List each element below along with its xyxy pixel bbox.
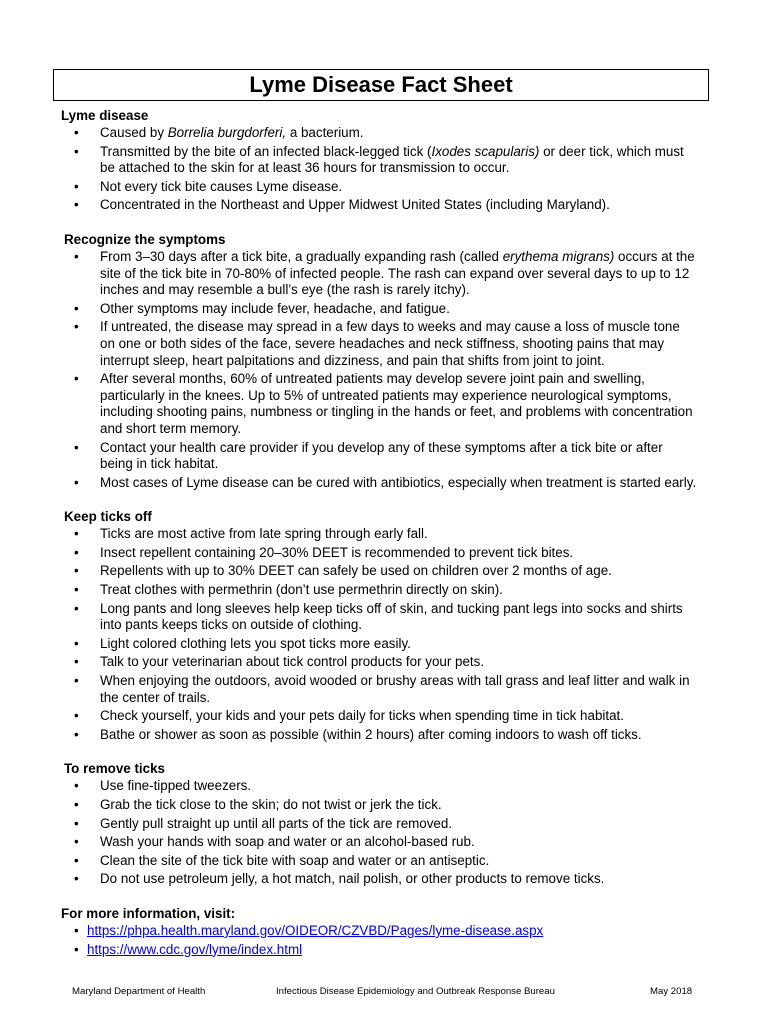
link-item xyxy=(0,942,768,959)
link-item xyxy=(0,923,768,940)
list-item xyxy=(0,601,768,634)
list-item xyxy=(0,673,768,706)
bullet-icon: • xyxy=(74,319,79,335)
item-text: Grab the tick close to the skin; do not twist or jerk the tick. xyxy=(100,797,442,812)
italic-term: Borrelia burgdorferi, xyxy=(167,125,287,140)
list-item xyxy=(0,853,768,870)
bullet-list xyxy=(0,526,768,743)
section-heading: Lyme disease xyxy=(61,108,149,123)
item-text: Insect repellent containing 20–30% DEET is recommended to prevent tick bites. xyxy=(100,544,574,560)
bullet-list xyxy=(0,125,768,214)
item-text: Gently pull straight up until all parts of the tick are removed. xyxy=(100,815,453,831)
list-item xyxy=(0,319,768,369)
bullet-icon: • xyxy=(74,582,79,598)
bullet-icon: • xyxy=(74,300,79,316)
sections-container xyxy=(0,107,768,888)
bullet-icon: • xyxy=(74,526,79,542)
bullet-icon: • xyxy=(74,797,79,812)
list-item xyxy=(0,816,768,833)
cdc-lyme-link[interactable]: https://www.cdc.gov/lyme/index.html xyxy=(87,941,303,957)
bullet-icon: • xyxy=(74,778,79,794)
item-text: Repellents with up to 30% DEET can safely be used on children over 2 months of age. xyxy=(100,563,612,579)
section-heading: Recognize the symptoms xyxy=(64,231,226,247)
bullet-icon: • xyxy=(74,635,79,651)
bullet-icon: • xyxy=(74,815,79,831)
italic-term: erythema migrans) xyxy=(502,248,615,264)
item-text: Long pants and long sleeves help keep ticks off of skin, and tucking pant legs into socks and shirts into pants keeps ticks on outside of clothing. xyxy=(100,600,683,633)
list-item xyxy=(0,371,768,437)
bullet-icon: • xyxy=(74,600,79,616)
bullet-icon: • xyxy=(74,248,79,264)
item-text: Concentrated in the Northeast and Upper Midwest United States (including Maryland). xyxy=(100,197,610,213)
bullet-icon: • xyxy=(74,439,79,455)
footer-organization: Maryland Department of Health xyxy=(72,986,206,997)
item-text: Ticks are most active from late spring through early fall. xyxy=(100,526,428,542)
more-info-heading: For more information, visit: xyxy=(61,905,236,921)
list-item xyxy=(0,654,768,671)
bullet-icon: • xyxy=(74,871,79,887)
item-text: occurs at the site of the tick bite in 70-80% of infected people. The rash can expand over several days to up to 12 inches and may resemble a bull’s eye (the rash is rarely itchy). xyxy=(100,248,695,298)
item-text: a bacterium. xyxy=(286,125,364,140)
footer-date: May 2018 xyxy=(650,986,693,997)
section xyxy=(0,508,768,743)
bullet-icon: • xyxy=(74,834,79,850)
list-item xyxy=(0,834,768,851)
bullet-icon: • xyxy=(74,544,79,560)
bullet-icon: • xyxy=(74,474,79,490)
section-heading: Keep ticks off xyxy=(64,509,152,525)
item-text: Talk to your veterinarian about tick control products for your pets. xyxy=(100,654,485,670)
section xyxy=(0,231,768,491)
bullet-icon: • xyxy=(74,125,79,140)
item-text: Light colored clothing lets you spot ticks more easily. xyxy=(100,635,411,651)
bullet-list xyxy=(0,778,768,888)
list-item xyxy=(0,179,768,196)
list-item xyxy=(0,440,768,473)
maryland-lyme-link[interactable]: https://phpa.health.maryland.gov/OIDEOR/CZVBD/Pages/lyme-disease.aspx xyxy=(87,922,544,938)
bullet-icon: • xyxy=(74,371,79,387)
item-text: Transmitted by the bite of an infected black-legged tick ( xyxy=(100,143,432,159)
page-title: Lyme Disease Fact Sheet xyxy=(53,69,709,101)
list-item xyxy=(0,727,768,744)
item-text: Use fine-tipped tweezers. xyxy=(100,778,252,794)
link-list xyxy=(0,923,768,958)
list-item xyxy=(0,301,768,318)
item-text: Wash your hands with soap and water or an alcohol-based rub. xyxy=(100,834,475,850)
item-text: If untreated, the disease may spread in a few days to weeks and may cause a loss of muscle tone on one or both sides of the face, severe headaches and neck stiffness, shooting pains that may interrupt sleep, heart palpitations and dizziness, and pain that shifts from joint to joint. xyxy=(100,319,680,368)
item-text: Do not use petroleum jelly, a hot match, nail polish, or other products to remove ticks. xyxy=(100,871,605,887)
list-item xyxy=(0,778,768,795)
item-text: Caused by xyxy=(100,125,168,140)
bullet-icon: • xyxy=(74,673,79,689)
list-item xyxy=(0,545,768,562)
list-item xyxy=(0,708,768,725)
bullet-icon: • xyxy=(74,708,79,724)
footer-bureau: Infectious Disease Epidemiology and Outbreak Response Bureau xyxy=(276,986,555,997)
list-item xyxy=(0,475,768,492)
list-item xyxy=(0,197,768,214)
item-text: Treat clothes with permethrin (don’t use permethrin directly on skin). xyxy=(100,582,503,598)
section xyxy=(0,107,768,214)
bullet-icon: • xyxy=(74,563,79,579)
italic-term: Ixodes scapularis) xyxy=(431,143,540,159)
section xyxy=(0,760,768,888)
list-item xyxy=(0,582,768,599)
item-text: When enjoying the outdoors, avoid wooded or brushy areas with tall grass and leaf litter and walk in the center of trails. xyxy=(100,673,690,705)
bullet-list xyxy=(0,249,768,491)
list-item xyxy=(0,125,768,142)
list-item xyxy=(0,871,768,888)
bullet-icon: • xyxy=(74,654,79,670)
item-text: Not every tick bite causes Lyme disease. xyxy=(100,178,343,194)
bullet-icon: • xyxy=(74,852,79,868)
bullet-icon: • xyxy=(74,143,79,159)
item-text: or deer tick, which must be attached to the skin for at least 36 hours for transmission to occur. xyxy=(100,143,684,176)
more-info-section xyxy=(0,905,768,958)
item-text: Other symptoms may include fever, headache, and fatigue. xyxy=(100,300,450,316)
item-text: Check yourself, your kids and your pets daily for ticks when spending time in tick habitat. xyxy=(100,708,624,724)
list-item xyxy=(0,636,768,653)
item-text: Contact your health care provider if you develop any of these symptoms after a tick bite or after being in tick habitat. xyxy=(100,439,663,472)
item-text: From 3–30 days after a tick bite, a gradually expanding rash (called xyxy=(100,248,503,264)
item-text: After several months, 60% of untreated patients may develop severe joint pain and swelling, particularly in the knees. Up to 5% of untreated patients may experience neurological symptoms, including shooting pains, numbness or tingling in the hands or feet, and problems with concentration and short term memory. xyxy=(100,371,693,436)
list-item xyxy=(0,797,768,814)
list-item xyxy=(0,563,768,580)
item-text: Clean the site of the tick bite with soap and water or an antiseptic. xyxy=(100,852,490,868)
list-item xyxy=(0,144,768,177)
list-item xyxy=(0,249,768,299)
bullet-icon: • xyxy=(74,941,79,957)
item-text: Bathe or shower as soon as possible (within 2 hours) after coming indoors to wash off ticks. xyxy=(100,726,642,742)
bullet-icon: • xyxy=(74,922,79,938)
item-text: Most cases of Lyme disease can be cured with antibiotics, especially when treatment is started early. xyxy=(100,474,697,490)
section-heading: To remove ticks xyxy=(64,761,165,777)
fact-sheet-body xyxy=(0,107,768,960)
list-item xyxy=(0,526,768,543)
bullet-icon: • xyxy=(74,178,79,194)
bullet-icon: • xyxy=(74,726,79,742)
bullet-icon: • xyxy=(74,197,79,213)
